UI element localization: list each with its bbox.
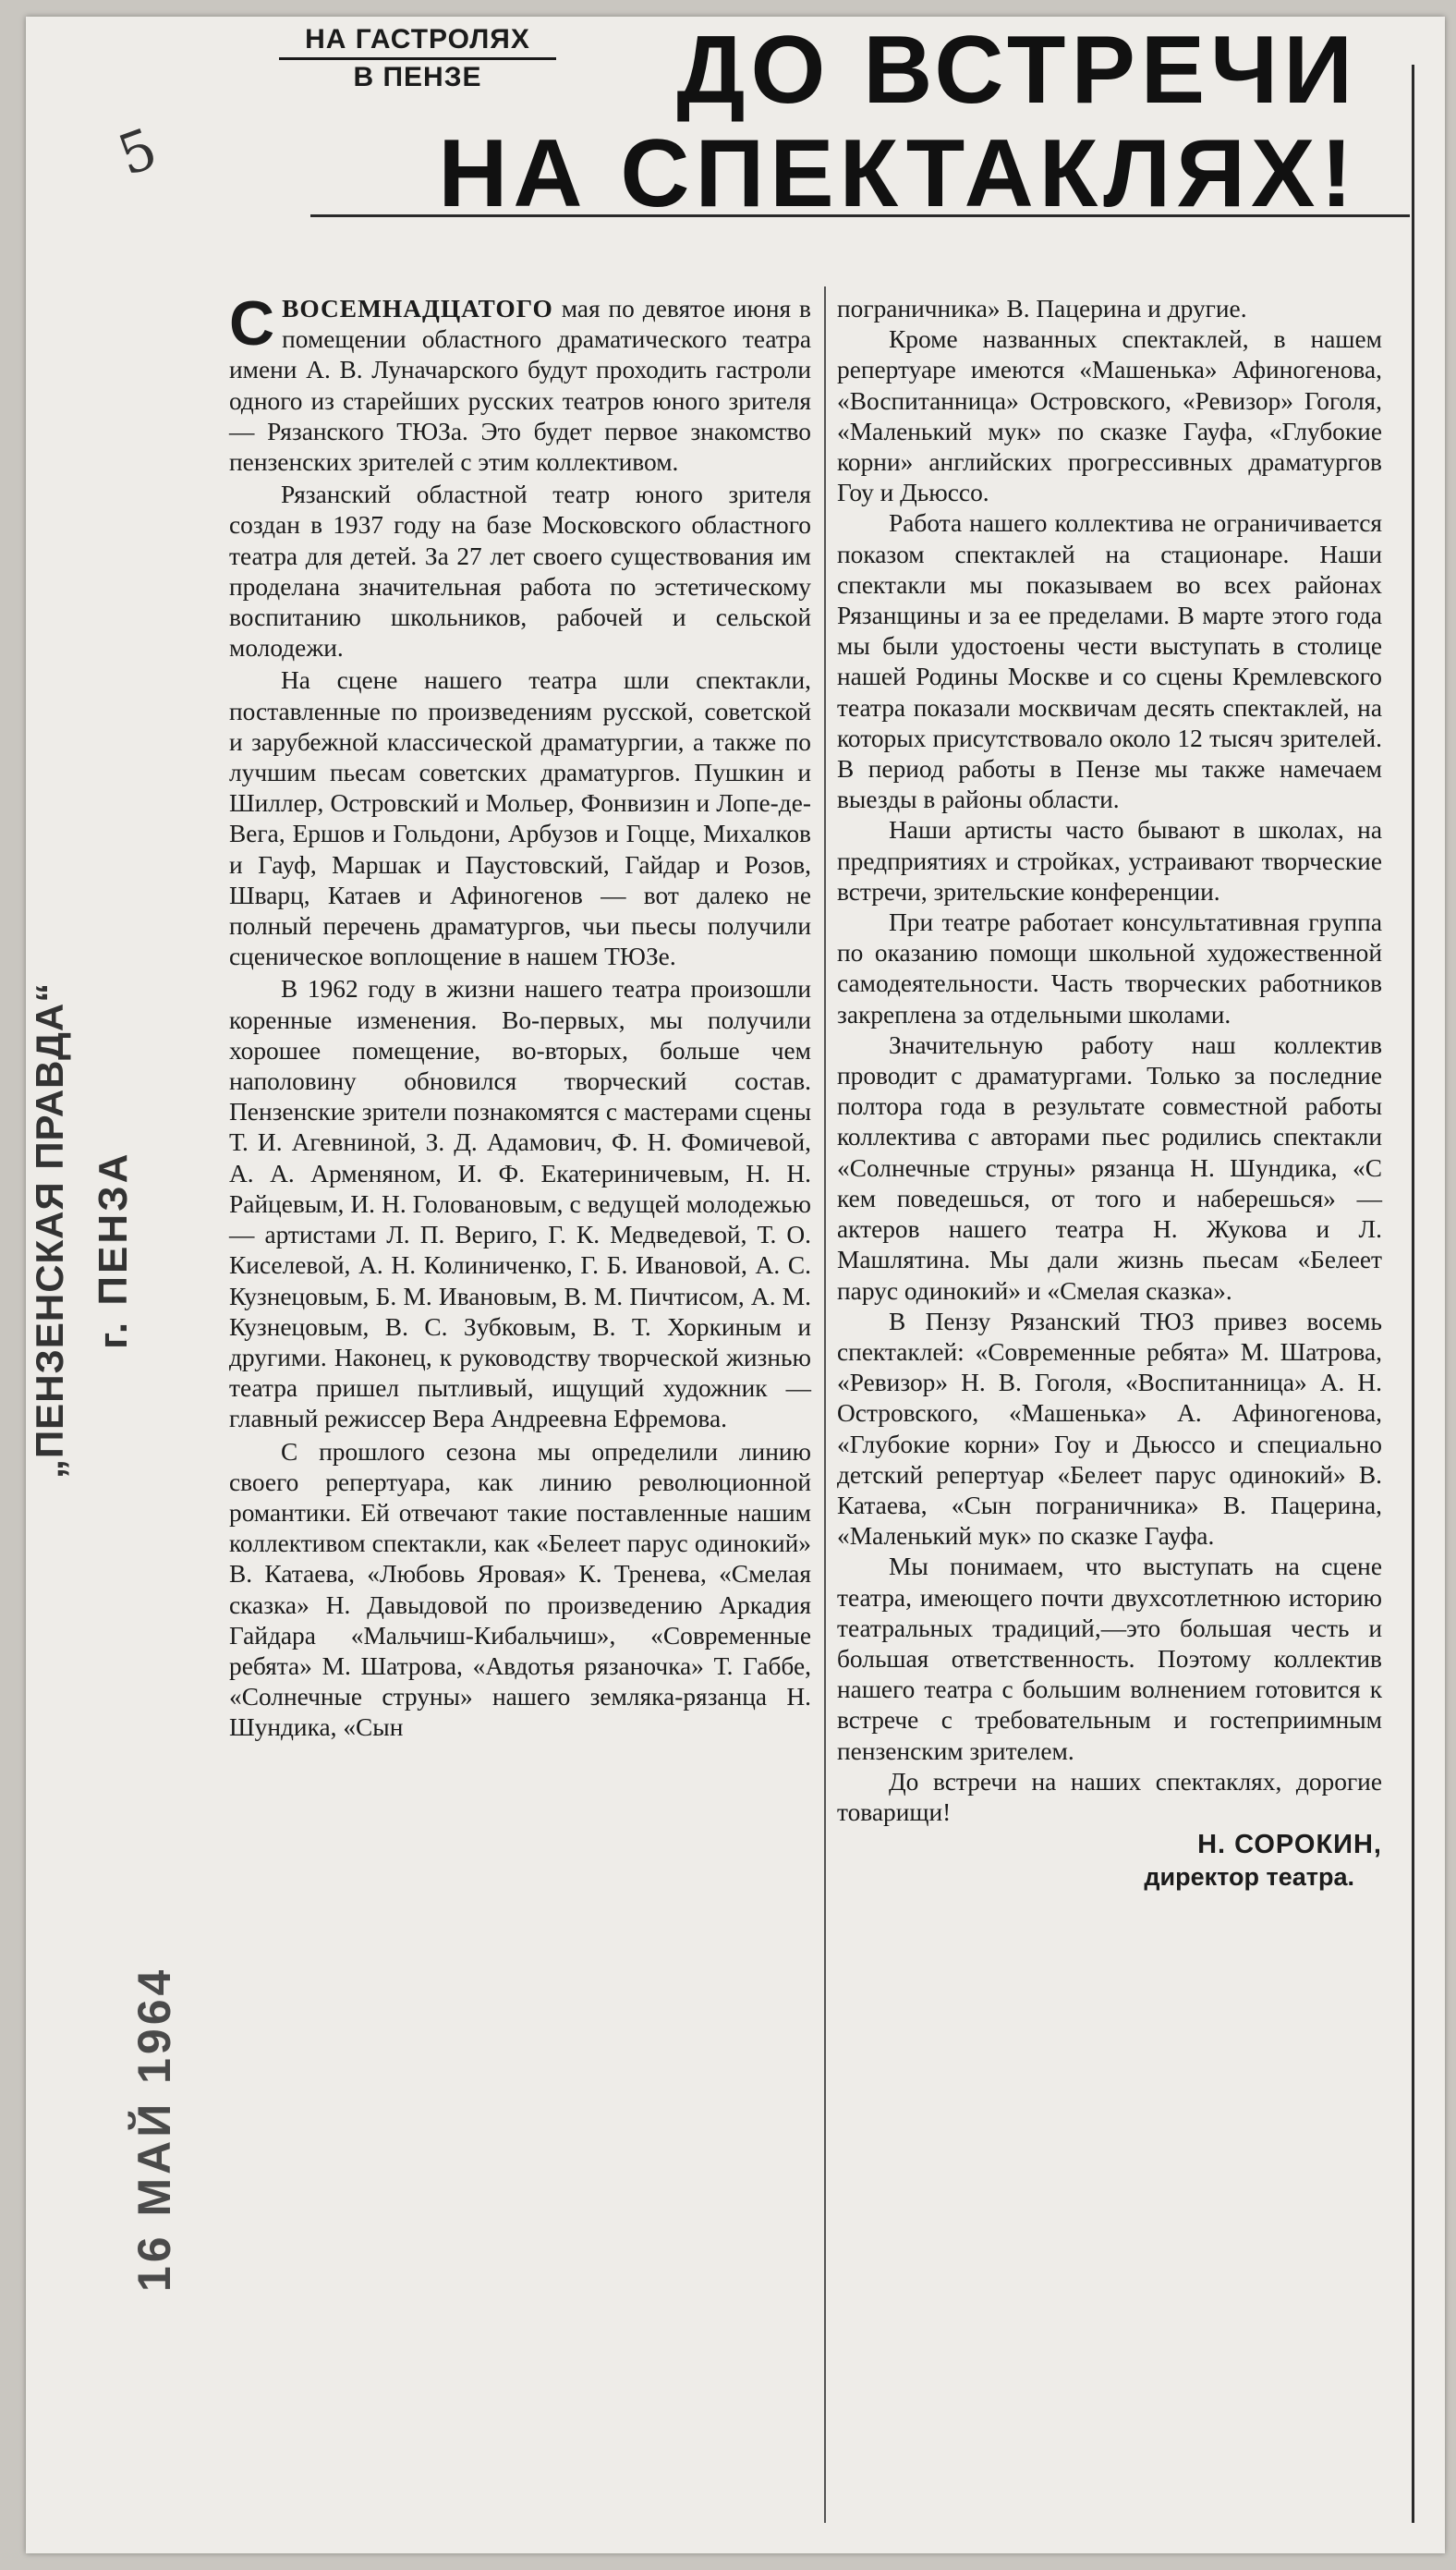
paragraph: Наши артисты часто бывают в школах, на предприятиях и стройках, устраивают творческие встречи, зрительские конференции.	[837, 816, 1382, 906]
paragraph: На сцене нашего театра шли спектакли, поставленные по произведениям русской, советской и зарубежной классической драматургии, а также по лучшим пьесам советских драматургов. Пушкин и Шиллер, Островский и Мольер, Фонвизин и Лопе-де-Вега, Ершов и Гольдони, Арбузов и Гоцце, Михалков и Гауф, Маршак и Паустовский, Гайдар и Розов, Шварц, Катаев и Афиногенов — вот далеко не полный перечень драматургов, чьи пьесы получили сценическое воплощение в нашем ТЮЗе.	[229, 666, 811, 971]
drop-cap: С	[229, 288, 275, 359]
author-role: директор театра.	[1144, 1863, 1354, 1892]
stamp-city: г. ПЕНЗА	[91, 1151, 136, 1349]
paragraph: Рязанский областной театр юного зрителя создан в 1937 году на базе Московского областного театра для детей. За 27 лет своего существования им проделана значительная работа по эстетическому воспитанию школьников, рабочей и сельской молодежи.	[229, 481, 811, 663]
article-column-right	[837, 294, 1382, 1893]
headline-line-2: НА СПЕКТАКЛЯХ!	[438, 120, 1358, 227]
paragraph: До встречи на наших спектаклях, дорогие товарищи!	[837, 1767, 1382, 1826]
kicker-line-1: НА ГАСТРОЛЯХ	[305, 24, 530, 55]
kicker-line-2: В ПЕНЗЕ	[353, 62, 482, 92]
paragraph: Мы понимаем, что выступать на сцене театра, имеющего почти двухсотлетнюю историю театральных традиций,—это большая честь и большая ответственность. Поэтому коллектив нашего театра с большим волнением готовится к встрече с требовательным и гостеприимным пензенским зрителем.	[837, 1553, 1382, 1765]
lead-caps: ВОСЕМНАДЦАТОГО	[282, 295, 553, 323]
paragraph: Значительную работу наш коллектив проводит с драматургами. Только за последние полтора года в результате совместной работы коллектива с авторами пьес родились спектакли «Солнечные струны» рязанца Н. Шундика, «С кем поведешься, от того и наберешься» — актеров нашего театра Н. Жукова и Л. Машлятина. Мы дали жизнь пьесам «Белеет парус одинокий» и «Смелая сказка».	[837, 1030, 1382, 1305]
stamp-date: 16 МАЙ 1964	[128, 1966, 180, 2292]
article-column-left	[229, 288, 811, 1744]
frame-rule-right	[1412, 65, 1414, 2523]
lead-paragraph	[229, 288, 811, 478]
paragraph: С прошлого сезона мы определили линию своего репертуара, как линию революционной романтики. Ей отвечают такие поставленные нашим коллективом спектакли, как «Белеет парус одинокий» В. Катаева, «Любовь Яровая» К. Тренева, «Смелая сказка» Н. Давыдовой по произведению Аркадия Гайдара «Мальчиш-Кибальчиш», «Современные ребята» М. Шатрова, «Авдотья рязаночка» Т. Габбе, «Солнечные струны» нашего земляка-рязанца Н. Шундика, «Сын	[229, 1437, 811, 1742]
signature	[837, 1828, 1382, 1893]
paragraph: пограничника» В. Пацерина и другие.	[837, 295, 1247, 323]
handwritten-mark: 5	[110, 116, 166, 189]
paragraph: Работа нашего коллектива не ограничивается показом спектаклей на стационаре. Наши спектакли мы показываем во всех районах Рязанщины и за ее пределами. В марте этого года мы были удостоены чести выступать в столице нашей Родины Москве и со сцены Кремлевского театра показали москвичам десять спектаклей, на которых присутствовало около 12 тысяч зрителей. В период работы в Пензе мы также намечаем выезды в районы области.	[837, 509, 1382, 814]
lead-text: мая по девятое июня в помещении областного драматического театра имени А. В. Луначарского будут проходить гастроли одного из старейших русских театров юного зрителя — Рязанского ТЮЗа. Это будет первое знакомство пензенских зрителей с этим коллективом.	[229, 295, 811, 477]
paragraph: При театре работает консультативная группа по оказанию помощи школьной художественной самодеятельности. Часть творческих работников закреплена за отдельными школами.	[837, 908, 1382, 1029]
article-headline	[314, 18, 1377, 225]
paragraph: В 1962 году в жизни нашего театра произошли коренные изменения. Во-первых, мы получили хорошее помещение, во-вторых, больше чем наполовину обновился творческий состав. Пензенские зрители познакомятся с мастерами сцены Т. И. Агевниной, З. Д. Адамович, Ф. Н. Фомичевой, А. А. Арменяном, И. Ф. Екатериничевым, Н. Н. Райцевым, И. Н. Головановым, с ведущей молодежью — артистами Л. П. Вериго, Г. К. Медведевой, Т. О. Киселевой, А. Н. Колиниченко, Г. Б. Ивановой, А. С. Кузнецовым, Б. М. Ивановым, В. М. Пичтисом, А. М. Кузнецовым, В. С. Зубковым, В. Т. Хоркиным и другими. Наконец, к руководству творческой жизнью театра пришел пытливый, ищущий художник — главный режиссер Вера Андреевна Ефремова.	[229, 975, 811, 1433]
archive-stamp	[28, 961, 185, 2347]
author-name: Н. СОРОКИН,	[1197, 1830, 1382, 1860]
column-divider	[824, 286, 826, 2523]
stamp-newspaper: „ПЕНЗЕНСКАЯ ПРАВДА“	[28, 981, 71, 1479]
paragraph: В Пензу Рязанский ТЮЗ привез восемь спектаклей: «Современные ребята» М. Шатрова, «Ревизор» Н. В. Гоголя, «Воспитанница» А. Н. Островского, «Машенька» А. Афиногенова, «Глубокие корни» Гоу и Дьюссо и специально детский репертуар «Белеет парус одинокий» В. Катаева, «Сын пограничника» В. Пацерина, «Маленький мук» по сказке Гауфа.	[837, 1307, 1382, 1551]
headline-line-1: ДО ВСТРЕЧИ	[676, 17, 1358, 124]
paragraph: Кроме названных спектаклей, в нашем репертуаре имеются «Машенька» Афиногенова, «Воспитанница» Островского, «Ревизор» Гоголя, «Маленький мук» по сказке Гауфа, «Глубокие корни» английских прогрессивных драматургов Гоу и Дьюссо.	[837, 325, 1382, 507]
